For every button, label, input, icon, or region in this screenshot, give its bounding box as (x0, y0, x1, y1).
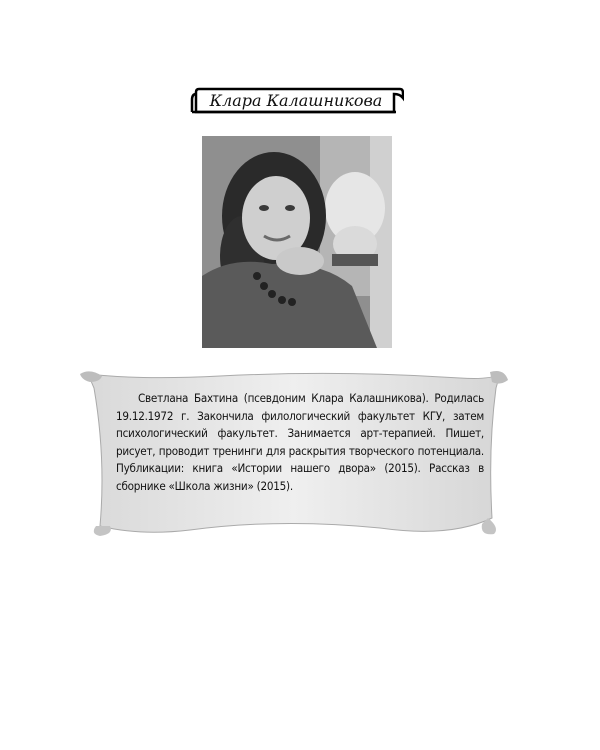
page-title: Клара Калашникова (209, 90, 383, 110)
author-photo (202, 136, 392, 348)
bio-scroll (80, 368, 510, 538)
author-bio: Светлана Бахтина (псевдоним Клара Калашникова). Родилась 19.12.1972 г. Закончила филологический факультет КГУ, затем психологический факультет. Занимается арт-терапией. Пишет, рисует, проводит тренинги для раскрытия творческого потенциала. Публикации: книга «Истории нашего двора» (2015). Рассказ в сборнике «Школа жизни» (2015). (116, 391, 484, 493)
author-name-banner (188, 86, 404, 114)
